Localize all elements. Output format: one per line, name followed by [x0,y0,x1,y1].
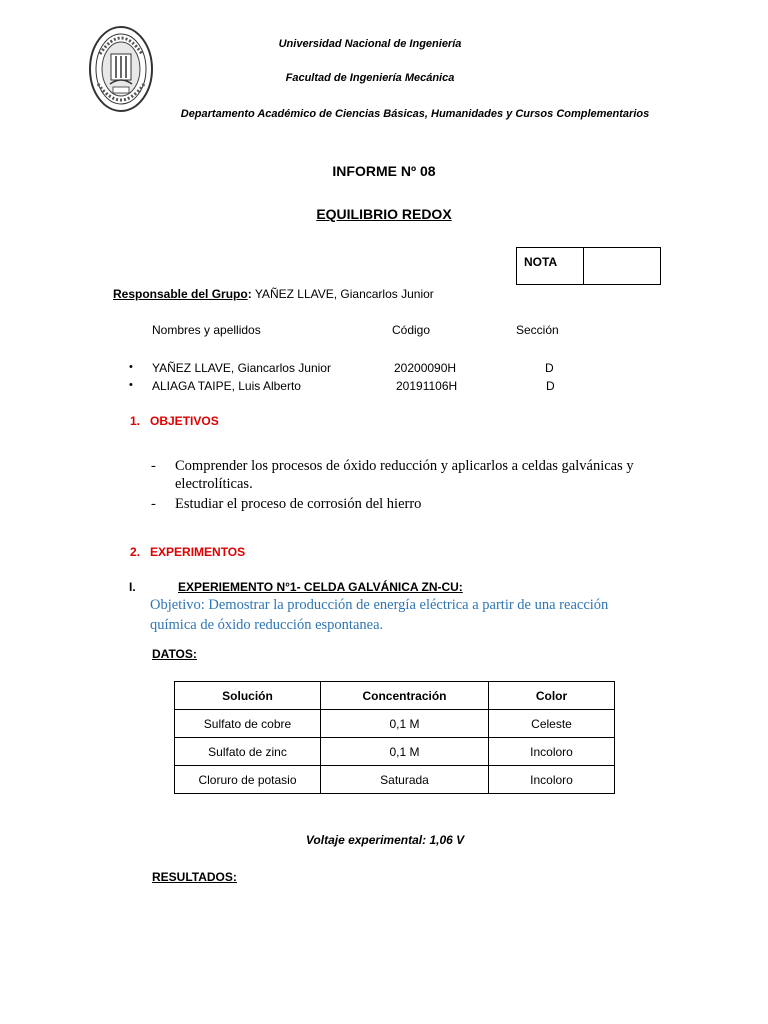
table-cell: Sulfato de zinc [175,738,321,766]
table-row [175,738,615,766]
objectives-heading: 1. OBJETIVOS [130,414,219,428]
responsible-separator: : [247,287,252,301]
table-cell: Celeste [489,710,615,738]
department-name: Departamento Académico de Ciencias Básicas, Humanidades y Cursos Complementarios [180,108,650,120]
table-header: Concentración [321,682,489,710]
responsible-name: YAÑEZ LLAVE, Giancarlos Junior [251,287,434,301]
member-code: 20200090H [394,361,457,375]
table-row [175,766,615,794]
data-table [174,681,615,794]
voltage-value: Voltaje experimental: 1,06 V [305,833,465,847]
table-header-row [175,682,615,710]
experiment-numeral: I. [129,580,136,594]
university-seal [88,24,154,114]
grade-label: NOTA [524,255,558,269]
table-row [175,710,615,738]
member-bullet: • [129,379,133,391]
member-code: 20191106H [396,379,458,393]
member-name: ALIAGA TAIPE, Luis Alberto [152,379,301,393]
table-cell: 0,1 M [321,738,489,766]
objective-dash: - [151,458,156,474]
table-cell: Saturada [321,766,489,794]
report-title: EQUILIBRIO REDOX [316,206,452,222]
faculty-name: Facultad de Ingeniería Mecánica [285,72,455,84]
member-section: D [545,361,554,375]
university-name: Universidad Nacional de Ingeniería [278,38,462,50]
experiment-objective-cont: química de óxido reducción espontanea. [150,617,384,633]
member-bullet: • [129,361,133,373]
objective-item: Estudiar el proceso de corrosión del hierro [175,496,422,512]
experiment-title: EXPERIEMENTO N°1- CELDA GALVÁNICA ZN-CU: [178,580,463,594]
data-label: DATOS: [152,647,197,661]
table-cell: Cloruro de potasio [175,766,321,794]
report-number: INFORME Nº 08 [332,163,436,179]
experiment-objective: Objetivo: Demostrar la producción de energía eléctrica a partir de una reacción [150,597,609,613]
table-header: Color [489,682,615,710]
col-header-code: Código [392,323,431,337]
member-section: D [546,379,555,393]
objective-item: Comprender los procesos de óxido reducción y aplicarlos a celdas galvánicas y [175,458,634,474]
col-header-section: Sección [516,323,559,337]
table-cell: 0,1 M [321,710,489,738]
results-label: RESULTADOS: [152,870,237,884]
grade-box [516,247,661,285]
table-cell: Incoloro [489,766,615,794]
col-header-name: Nombres y apellidos [152,323,261,337]
member-name: YAÑEZ LLAVE, Giancarlos Junior [152,361,331,375]
group-responsible [113,287,434,301]
objective-item-cont: electrolíticas. [175,476,253,492]
table-cell: Sulfato de cobre [175,710,321,738]
responsible-label: Responsable del Grupo [113,287,248,301]
objective-dash: - [151,496,156,512]
experiments-heading: 2. EXPERIMENTOS [130,545,246,559]
table-header: Solución [175,682,321,710]
table-cell: Incoloro [489,738,615,766]
